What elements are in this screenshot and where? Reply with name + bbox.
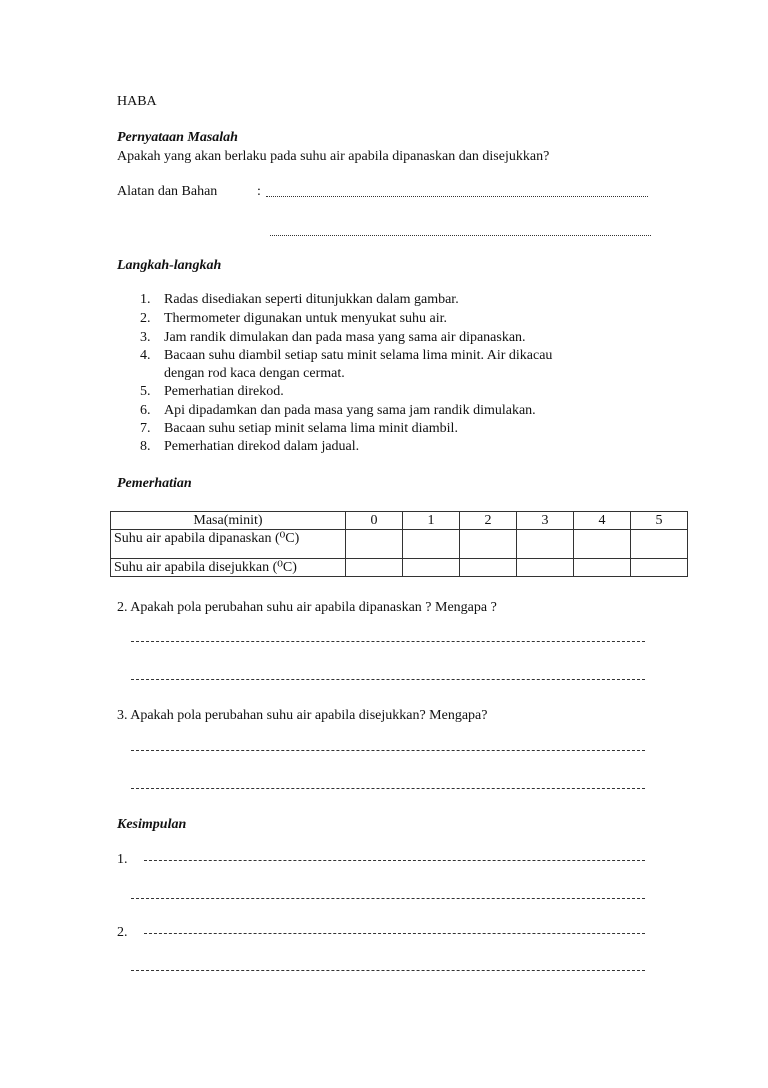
- input-cell[interactable]: [517, 530, 574, 559]
- question-2: 2. Apakah pola perubahan suhu air apabila dipanaskan ? Mengapa ?: [117, 600, 497, 615]
- problem-heading: Pernyataan Masalah: [117, 130, 238, 145]
- step-number: 1.: [140, 292, 151, 307]
- table-row: [111, 530, 688, 559]
- step-text: Bacaan suhu setiap minit selama lima minit diambil.: [164, 421, 458, 436]
- step-number: 2.: [140, 311, 151, 326]
- input-cell[interactable]: [631, 530, 688, 559]
- input-cell[interactable]: [460, 530, 517, 559]
- input-cell[interactable]: [346, 530, 403, 559]
- header-cell: 3: [517, 512, 574, 530]
- problem-text: Apakah yang akan berlaku pada suhu air apabila dipanaskan dan disejukkan?: [117, 149, 550, 164]
- step-text: Pemerhatian direkod dalam jadual.: [164, 439, 360, 454]
- input-cell[interactable]: [460, 559, 517, 577]
- conclusion-line[interactable]: [131, 970, 645, 971]
- answer-line[interactable]: [131, 679, 645, 680]
- conclusion-heading: Kesimpulan: [117, 817, 187, 832]
- row-label: Suhu air apabila dipanaskan (⁰C): [111, 530, 346, 559]
- input-cell[interactable]: [574, 530, 631, 559]
- conclusion-number: 1.: [117, 852, 128, 867]
- steps-heading: Langkah-langkah: [117, 258, 222, 273]
- input-cell[interactable]: [517, 559, 574, 577]
- step-text: Thermometer digunakan untuk menyukat suhu air.: [164, 311, 448, 326]
- table-row: [111, 559, 688, 577]
- step-text: Jam randik dimulakan dan pada masa yang sama air dipanaskan.: [164, 330, 526, 345]
- header-cell: Masa(minit): [111, 512, 346, 530]
- conclusion-line[interactable]: [144, 860, 645, 861]
- materials-blank-2[interactable]: [270, 235, 651, 236]
- header-cell: 2: [460, 512, 517, 530]
- materials-label: Alatan dan Bahan: [117, 184, 218, 199]
- header-cell: 5: [631, 512, 688, 530]
- input-cell[interactable]: [631, 559, 688, 577]
- answer-line[interactable]: [131, 750, 645, 751]
- conclusion-line[interactable]: [144, 933, 645, 934]
- input-cell[interactable]: [346, 559, 403, 577]
- step-text: Pemerhatian direkod.: [164, 384, 284, 399]
- answer-line[interactable]: [131, 641, 645, 642]
- answer-line[interactable]: [131, 788, 645, 789]
- step-number: 5.: [140, 384, 151, 399]
- table-header-row: [111, 512, 688, 530]
- materials-blank-1[interactable]: [266, 196, 648, 197]
- step-number: 3.: [140, 330, 151, 345]
- header-cell: 4: [574, 512, 631, 530]
- observation-table: [110, 511, 688, 577]
- conclusion-number: 2.: [117, 925, 128, 940]
- header-cell: 0: [346, 512, 403, 530]
- observation-heading: Pemerhatian: [117, 476, 192, 491]
- input-cell[interactable]: [403, 530, 460, 559]
- step-text-continued: dengan rod kaca dengan cermat.: [164, 366, 345, 381]
- title: HABA: [117, 94, 157, 109]
- step-text: Radas disediakan seperti ditunjukkan dalam gambar.: [164, 292, 459, 307]
- question-3: 3. Apakah pola perubahan suhu air apabila disejukkan? Mengapa?: [117, 708, 488, 723]
- step-number: 4.: [140, 348, 151, 363]
- row-label: Suhu air apabila disejukkan (⁰C): [111, 559, 346, 577]
- step-number: 8.: [140, 439, 151, 454]
- step-text: Api dipadamkan dan pada masa yang sama jam randik dimulakan.: [164, 403, 536, 418]
- input-cell[interactable]: [574, 559, 631, 577]
- step-number: 6.: [140, 403, 151, 418]
- materials-colon: :: [257, 184, 261, 199]
- step-text: Bacaan suhu diambil setiap satu minit selama lima minit. Air dikacau: [164, 348, 553, 363]
- input-cell[interactable]: [403, 559, 460, 577]
- step-number: 7.: [140, 421, 151, 436]
- header-cell: 1: [403, 512, 460, 530]
- conclusion-line[interactable]: [131, 898, 645, 899]
